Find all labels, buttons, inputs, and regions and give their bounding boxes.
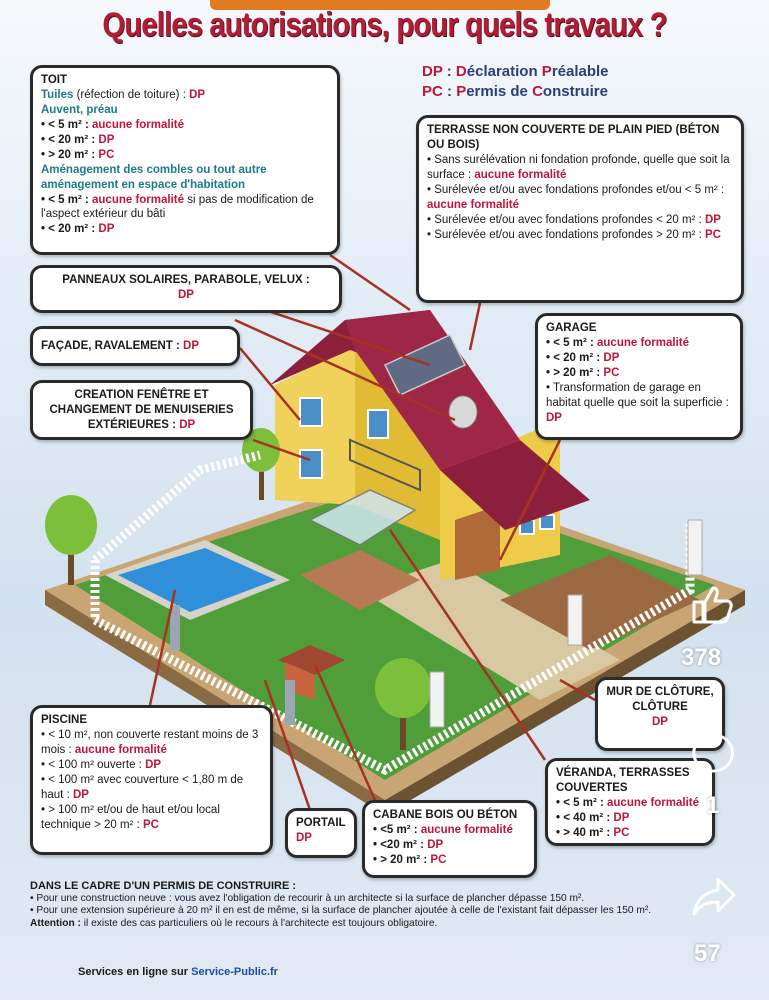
window-3 — [368, 410, 388, 438]
piscine-item-1: • < 10 m², non couverte restant moins de 3 mois : aucune formalité — [41, 728, 259, 756]
permis-note — [30, 880, 730, 930]
toit-auvent-item-1: • < 5 m² : aucune formalité — [41, 118, 185, 131]
veranda-title: VÉRANDA, TERRASSES COUVERTES — [556, 767, 690, 794]
mur-value: DP — [652, 715, 668, 728]
panneaux-value: DP — [178, 288, 194, 301]
piscine-item-4: • > 100 m² et/ou de haut et/ou local technique > 20 m² : PC — [41, 803, 220, 831]
like-count: 378 — [681, 644, 722, 671]
piscine-title: PISCINE — [41, 714, 88, 726]
toit-tuiles: Tuiles (réfection de toiture) : DP — [41, 88, 206, 101]
fenetre-value: DP — [179, 418, 196, 431]
toit-auvent: Auvent, préau — [41, 103, 118, 116]
note-line-1: • Pour une construction neuve : vous avez l'obligation de recourir à un architecte si la surface de plancher dépasse 150 m². — [30, 893, 585, 905]
panneaux-title: PANNEAUX SOLAIRES, PARABOLE, VELUX : — [62, 274, 310, 286]
legend-pc: PC : Permis de Construire — [422, 83, 608, 101]
note-attention: Attention : il existe des cas particuliers où le recours à l'architecte est toujours obligatoire. — [30, 917, 438, 929]
toit-combles-item-1: • < 5 m² : aucune formalité si pas de modification de l'aspect extérieur du bâti — [41, 193, 314, 221]
comment-button[interactable] — [686, 730, 740, 782]
veranda-item-1: • < 5 m² : aucune formalité — [556, 796, 700, 809]
gate-pillar-2 — [285, 680, 295, 725]
window-1 — [300, 398, 322, 426]
share-count: 57 — [694, 940, 721, 967]
note-title: DANS LE CADRE D'UN PERMIS DE CONSTRUIRE : — [30, 880, 297, 892]
piscine-box — [30, 705, 273, 855]
toit-combles-item-2: • < 20 m² : DP — [41, 223, 115, 236]
toit-auvent-item-3: • > 20 m² : PC — [41, 148, 115, 161]
legend-dp: DP : Déclaration Préalable — [422, 63, 609, 80]
garage-item-3: • > 20 m² : PC — [546, 366, 620, 379]
fence-post-1 — [568, 595, 582, 645]
share-arrow-icon — [690, 875, 738, 919]
note-line-2: • Pour une extension supérieure à 20 m² il en est de même, si la surface de plancher ajoutée à celle de l'existant fait dépasser les 150 m². — [30, 905, 652, 917]
facade-value: DP — [183, 340, 200, 352]
page-title: Quelles autorisations, pour quels travaux ? — [102, 6, 667, 44]
fenetre-box — [30, 380, 253, 440]
satellite-dish — [449, 396, 477, 428]
portail-value: DP — [296, 831, 312, 844]
fenetre-title: CREATION FENÊTRE ET CHANGEMENT DE MENUISERIES EXTÉRIEURES : — [49, 389, 234, 431]
facade-box — [30, 326, 240, 366]
garage-box — [535, 313, 743, 440]
fence-post-3 — [688, 520, 702, 575]
window-2 — [300, 450, 322, 478]
fence-post-2 — [430, 672, 444, 727]
garage-item-1: • < 5 m² : aucune formalité — [546, 336, 690, 349]
garage-title: GARAGE — [546, 322, 597, 334]
legend — [422, 62, 609, 103]
cabane-item-1: • <5 m² : aucune formalité — [373, 823, 513, 836]
toit-auvent-item-2: • < 20 m² : DP — [41, 133, 115, 146]
like-button[interactable] — [682, 580, 742, 632]
comment-bubble-icon — [688, 730, 738, 780]
garage-item-4: • Transformation de garage en habitat quelle que soit la superficie : DP — [546, 381, 729, 424]
cabane-box — [362, 800, 537, 878]
toit-box — [30, 65, 340, 255]
tree-3 — [375, 658, 431, 718]
piscine-item-3: • < 100 m² avec couverture < 1,80 m de haut : DP — [41, 773, 244, 801]
tree-1 — [45, 495, 97, 555]
portail-box — [285, 808, 357, 858]
panneaux-box — [30, 265, 342, 313]
veranda-item-2: • < 40 m² : DP — [556, 811, 630, 824]
toit-combles: Aménagement des combles ou tout autre aménagement en espace d'habitation — [41, 163, 267, 191]
terrasse-item-3: • Surélevée et/ou avec fondations profondes < 20 m² : DP — [427, 213, 721, 226]
facade-title: FAÇADE, RAVALEMENT : — [41, 340, 184, 352]
cabane-item-2: • <20 m² : DP — [373, 838, 444, 851]
garage-item-2: • < 20 m² : DP — [546, 351, 620, 364]
piscine-item-2: • < 100 m² ouverte : DP — [41, 758, 162, 771]
footer-services: Services en ligne sur Service-Public.fr — [78, 966, 278, 978]
terrasse-item-2: • Surélevée et/ou avec fondations profondes et/ou < 5 m² : aucune formalité — [427, 183, 725, 211]
terrasse-item-1: • Sans surélévation ni fondation profonde, quelle que soit la surface : aucune formalité — [427, 153, 730, 181]
terrasse-item-4: • Surélevée et/ou avec fondations profondes > 20 m² : PC — [427, 228, 721, 241]
terrasse-title: TERRASSE NON COUVERTE DE PLAIN PIED (BÉTON OU BOIS) — [427, 124, 720, 151]
portail-title: PORTAIL — [296, 817, 346, 829]
service-public-link[interactable]: Service-Public.fr — [191, 966, 278, 978]
thumbs-up-icon — [688, 580, 736, 628]
mur-title: MUR DE CLÔTURE, CLÔTURE — [606, 686, 714, 713]
comment-count: 1 — [706, 792, 720, 819]
cabane-title: CABANE BOIS OU BÉTON — [373, 809, 518, 821]
share-button[interactable] — [688, 875, 740, 925]
terrasse-box — [416, 115, 744, 303]
pointer-toit — [330, 255, 410, 310]
cabane-item-3: • > 20 m² : PC — [373, 853, 447, 866]
window-5 — [540, 515, 554, 529]
veranda-item-3: • > 40 m² : PC — [556, 826, 630, 839]
toit-title: TOIT — [41, 74, 67, 86]
pointer-terrasse — [470, 303, 480, 350]
